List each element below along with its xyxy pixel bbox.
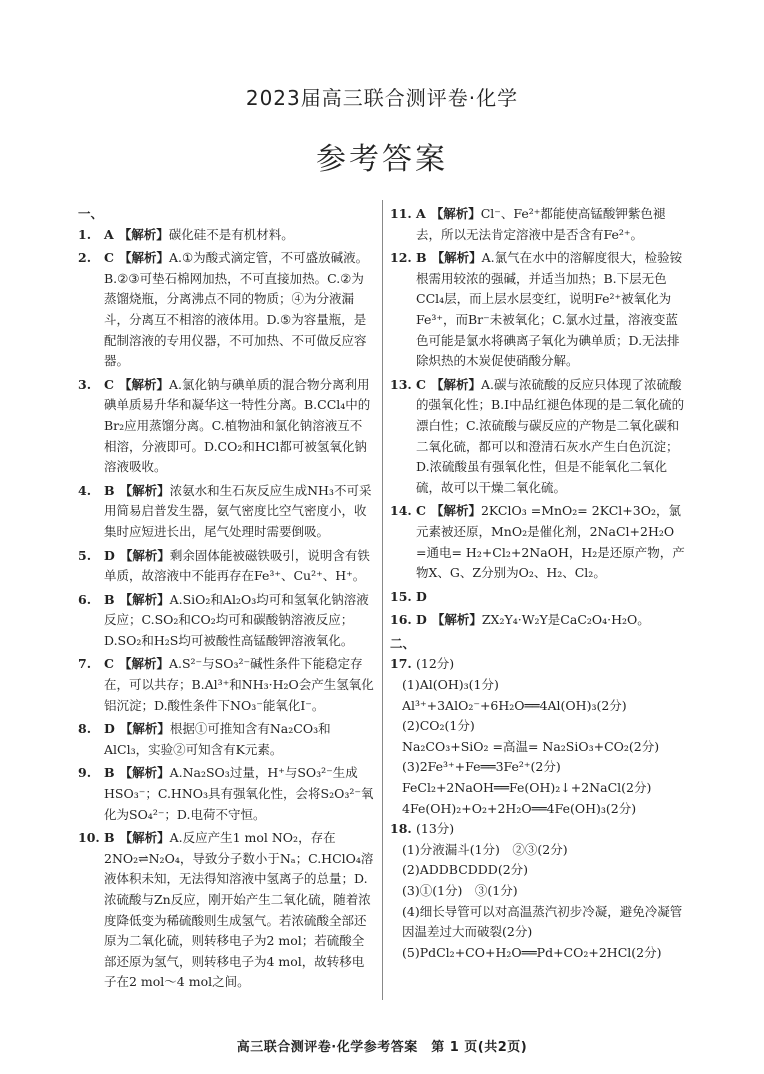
question-number: 5. xyxy=(78,547,92,563)
page-subtitle: 参考答案 xyxy=(316,142,448,177)
analysis-label: 【解析】 xyxy=(119,547,170,563)
question-number: 4. xyxy=(78,482,92,498)
section-two-heading: 二、 xyxy=(390,635,416,651)
answer-line: 4Fe(OH)₂+O₂+2H₂O══4Fe(OH)₃(2分) xyxy=(402,800,637,816)
analysis-text: A.①为酸式滴定管，不可盛放碱液。B.②③可垫石棉网加热，不可直接加热。C.②为蒸馏烧瓶，分离沸点不同的物质；④为分液漏斗，分离互不相溶的液体用。D.⑤为容量瓶，是配制溶液的专用仪器，不可加热、不可做反应容器。 xyxy=(104,250,369,369)
answer-body xyxy=(104,828,374,993)
answer-choice: A xyxy=(416,206,426,221)
answer-body xyxy=(416,501,688,583)
answer-body xyxy=(104,481,374,543)
answer-choice: C xyxy=(104,656,114,672)
answer-item xyxy=(390,501,688,583)
answer-choice: B xyxy=(104,591,115,607)
answer-line: Al³⁺+3AlO₂⁻+6H₂O══4Al(OH)₃(2分) xyxy=(402,697,627,713)
answer-line: (2)ADDBCDDD(2分) xyxy=(402,862,529,878)
question-number: 15. xyxy=(390,588,412,604)
analysis-label: 【解析】 xyxy=(119,830,170,846)
analysis-text: 碳化硅不是有机材料。 xyxy=(168,226,294,242)
answer-choice: A xyxy=(104,226,114,242)
answer-item xyxy=(78,375,374,478)
answer-item xyxy=(390,375,688,499)
answer-choice: B xyxy=(104,482,115,498)
analysis-text: 根据①可推知含有Na₂CO₃和AlCl₃，实验②可知含有K元素。 xyxy=(104,721,331,757)
answer-body xyxy=(104,590,374,652)
answer-body xyxy=(416,610,688,631)
analysis-label: 【解析】 xyxy=(119,482,170,498)
answer-item xyxy=(78,719,374,760)
analysis-text: 剩余固体能被磁铁吸引，说明含有铁单质，故溶液中不能再存在Fe³⁺、Cu²⁺、H⁺。 xyxy=(104,547,370,584)
answer-line: (2)CO₂(1分) xyxy=(402,718,475,734)
answer-item xyxy=(390,204,688,245)
answer-item-18 xyxy=(390,819,688,840)
analysis-label: 【解析】 xyxy=(119,591,170,607)
question-number: 2. xyxy=(78,250,92,266)
analysis-label: 【解析】 xyxy=(119,721,170,737)
answer-item xyxy=(78,590,374,652)
analysis-text: Cl⁻、Fe²⁺都能使高锰酸钾紫色褪去，所以无法肯定溶液中是否含有Fe²⁺。 xyxy=(416,206,666,242)
question-number: 17. xyxy=(390,656,412,672)
answer-choice: D xyxy=(416,612,427,628)
question-number: 6. xyxy=(78,591,92,607)
analysis-text: A.S²⁻与SO₃²⁻碱性条件下能稳定存在，可以共存；B.Al³⁺和NH₃·H₂O会产生氢氧化铝沉淀；D.酸性条件下NO₃⁻能氧化I⁻。 xyxy=(104,656,374,713)
question-number: 1. xyxy=(78,226,92,242)
question-number: 13. xyxy=(390,376,412,392)
answer-choice: D xyxy=(416,588,427,604)
answer-body xyxy=(416,248,688,372)
analysis-label: 【解析】 xyxy=(430,503,481,519)
analysis-label: 【解析】 xyxy=(118,226,169,242)
answer-choice: B xyxy=(104,765,115,781)
analysis-label: 【解析】 xyxy=(119,765,170,781)
analysis-text: A.碳与浓硫酸的反应只体现了浓硫酸的强氧化性；B.Ⅰ中品红褪色体现的是二氧化硫的漂白性；C.浓硫酸与碳反应的产物是二氧化碳和二氧化硫，都可以和澄清石灰水产生白色沉淀；D.浓硫酸虽有强氧化性，但是不能氧化二氧化硫，故可以干燥二氧化硫。 xyxy=(416,376,685,495)
answer-line: (1)Al(OH)₃(1分) xyxy=(402,677,499,693)
question-number: 16. xyxy=(390,612,412,628)
answer-body xyxy=(416,375,688,499)
analysis-label: 【解析】 xyxy=(118,656,169,672)
analysis-label: 【解析】 xyxy=(431,250,482,266)
answer-item xyxy=(78,654,374,716)
question-number: 10. xyxy=(78,830,100,846)
analysis-text: A.Na₂SO₃过量，H⁺与SO₃²⁻生成HSO₃⁻；C.HNO₃具有强氧化性，会将S₂O₃²⁻氧化为SO₄²⁻；D.电荷不守恒。 xyxy=(104,765,374,822)
answer-item xyxy=(78,248,374,372)
analysis-text: A.反应产生1 mol NO₂，存在2NO₂⇌N₂O₄，导致分子数小于Nₐ；C.HClO₄溶液体积未知，无法得知溶液中氢离子的总量；D.浓硫酸与Zn反应，刚开始产生二氧化硫，随着浓度降低变为稀硫酸则生成氢气。若浓硫酸全部还原为二氧化硫，则转移电子为2 mol；若硫酸全部还原为氢气，则转移电子为4 mol，故转移电子在2 mol～4 mol之间。 xyxy=(104,830,374,990)
answer-body xyxy=(104,763,374,825)
right-column xyxy=(390,204,688,963)
answer-line: (5)PdCl₂+CO+H₂O══Pd+CO₂+2HCl(2分) xyxy=(402,944,662,960)
answer-choice: B xyxy=(416,250,427,266)
answer-choice: C xyxy=(104,376,114,392)
answer-item xyxy=(78,828,374,993)
question-number: 11. xyxy=(390,206,412,221)
analysis-label: 【解析】 xyxy=(431,612,482,628)
analysis-text: ZX₂Y₄·W₂Y是CaC₂O₄·H₂O。 xyxy=(481,612,650,628)
page-footer: 高三联合测评卷·化学参考答案 第 1 页(共2页) xyxy=(236,1040,528,1055)
answer-item-17 xyxy=(390,654,688,675)
column-divider xyxy=(382,200,383,1000)
answer-choice: C xyxy=(416,503,426,519)
answer-body xyxy=(104,719,374,760)
answer-body xyxy=(104,225,374,246)
analysis-text: A.氯化钠与碘单质的混合物分离利用碘单质易升华和凝华这一特性分离。B.CCl₄中的Br₂应用蒸馏分离。C.植物油和氯化钠溶液互不相溶，分液即可。D.CO₂和HCl都可被氢氧化钠溶液吸收。 xyxy=(104,376,371,475)
question-number: 18. xyxy=(390,821,412,837)
answer-body xyxy=(104,248,374,372)
answer-choice: C xyxy=(416,376,426,392)
analysis-label: 【解析】 xyxy=(430,206,481,221)
section-one-heading: 一、 xyxy=(78,206,104,221)
answer-line: Na₂CO₃+SiO₂ =高温= Na₂SiO₃+CO₂(2分) xyxy=(402,738,660,754)
analysis-label: 【解析】 xyxy=(430,376,481,392)
question-number: 3. xyxy=(78,376,92,392)
answer-body xyxy=(104,375,374,478)
answer-line: (1)分液漏斗(1分) ②③(2分) xyxy=(402,841,568,857)
left-column xyxy=(78,204,374,996)
answer-item xyxy=(78,763,374,825)
answer-item xyxy=(390,587,688,608)
analysis-text: A.SiO₂和Al₂O₃均可和氢氧化钠溶液反应；C.SO₂和CO₂均可和碳酸钠溶液反应；D.SO₂和H₂S均可被酸性高锰酸钾溶液氧化。 xyxy=(104,591,369,648)
question-number: 14. xyxy=(390,503,412,519)
question-number: 8. xyxy=(78,721,92,737)
question-score: (12分) xyxy=(416,656,455,672)
answer-body xyxy=(104,546,374,587)
question-number: 9. xyxy=(78,765,92,781)
answer-line: FeCl₂+2NaOH══Fe(OH)₂↓+2NaCl(2分) xyxy=(402,780,652,796)
analysis-text: A.氯气在水中的溶解度很大，检验铵根需用较浓的强碱，并适当加热；B.下层无色CCl₄层，而上层水层变红，说明Fe²⁺被氧化为Fe³⁺，而Br⁻未被氧化；C.氯水过量，溶液变蓝色可能是氯水将碘离子氧化为碘单质；D.无法排除炽热的木炭促使硝酸分解。 xyxy=(416,250,683,369)
answer-line: (4)细长导管可以对高温蒸汽初步冷凝，避免冷凝管因温差过大而破裂(2分) xyxy=(402,903,683,940)
answer-body xyxy=(416,587,688,608)
answer-item xyxy=(78,481,374,543)
analysis-text: 浓氨水和生石灰反应生成NH₃不可采用简易启普发生器，氨气密度比空气密度小，收集时应短进长出，尾气处理时需要倒吸。 xyxy=(104,482,372,539)
page-title: 2023届高三联合测评卷·化学 xyxy=(245,86,519,110)
answer-line: (3)①(1分) ③(1分) xyxy=(402,883,518,898)
question-score: (13分) xyxy=(416,821,455,837)
answer-choice: C xyxy=(104,250,114,266)
answer-choice: D xyxy=(104,547,115,563)
answer-line: (3)2Fe³⁺+Fe══3Fe²⁺(2分) xyxy=(402,759,561,775)
answer-choice: B xyxy=(104,830,115,846)
question-number: 7. xyxy=(78,656,92,672)
question-number: 12. xyxy=(390,250,412,266)
answer-item xyxy=(78,546,374,587)
answer-item xyxy=(390,248,688,372)
analysis-text: 2KClO₃ =MnO₂= 2KCl+3O₂，氯元素被还原，MnO₂是催化剂，2NaCl+2H₂O =通电= H₂+Cl₂+2NaOH，H₂是还原产物，产物X、G、Z分别为O₂、H₂、Cl₂。 xyxy=(416,503,685,581)
answer-item xyxy=(78,225,374,246)
answer-body xyxy=(416,204,688,245)
answer-choice: D xyxy=(104,721,115,737)
answer-body xyxy=(104,654,374,716)
analysis-label: 【解析】 xyxy=(118,376,169,392)
analysis-label: 【解析】 xyxy=(118,250,169,266)
answer-item xyxy=(390,610,688,631)
